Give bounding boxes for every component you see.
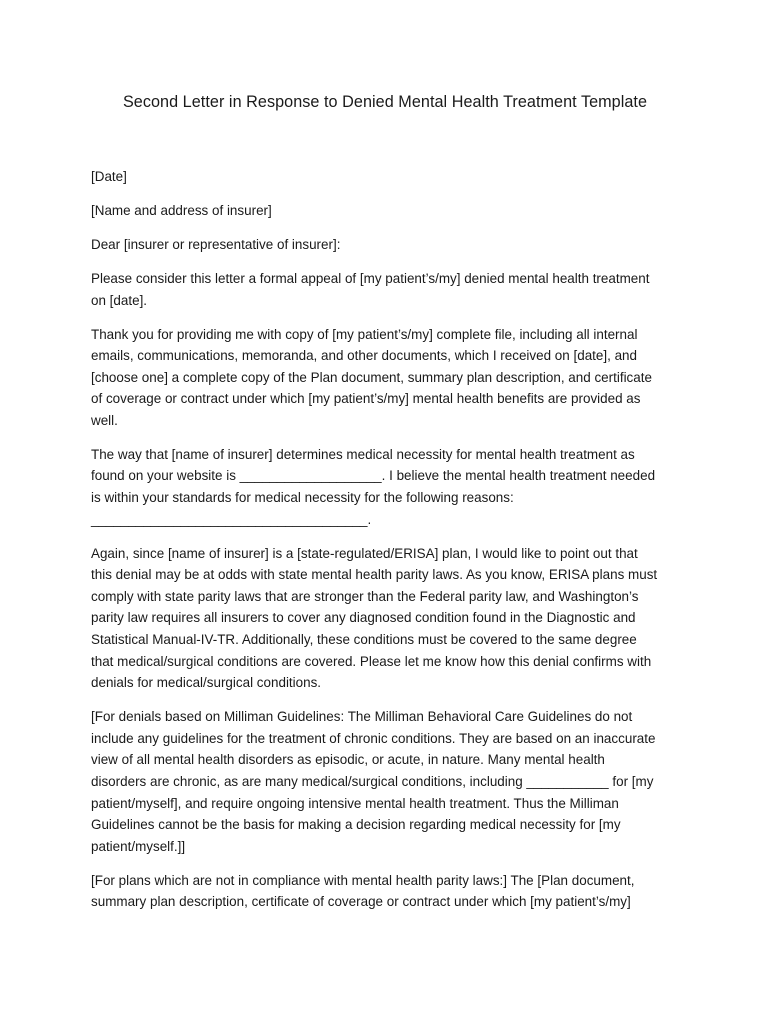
paragraph-salutation [91, 234, 691, 256]
text-line: denials for medical/surgical conditions. [91, 675, 322, 691]
text-line: [Date] [91, 169, 127, 184]
text-line: patient/myself.]] [91, 838, 186, 854]
paragraph-appeal [91, 268, 691, 311]
text-line: [Name and address of insurer] [91, 202, 272, 218]
paragraph-parity-laws [91, 543, 691, 694]
text-line: _____________________________________. [91, 511, 372, 527]
text-line: Please consider this letter a formal appeal of [my patient’s/my] denied mental health treatment [91, 270, 650, 286]
text-line: that medical/surgical conditions are covered. Please let me know how this denial confirms with [91, 653, 652, 669]
paragraph-milliman [91, 706, 691, 857]
text-line: this denial may be at odds with state mental health parity laws. As you know, ERISA plans must [91, 567, 658, 583]
text-line: is within your standards for medical necessity for the following reasons: [91, 490, 514, 506]
text-line: patient/myself], and require ongoing intensive mental health treatment. Thus the Milliman [91, 795, 619, 811]
paragraph-compliance [91, 870, 691, 913]
text-line: The way that [name of insurer] determines medical necessity for mental health treatment as [91, 446, 635, 462]
paragraph-date [91, 166, 691, 188]
text-line: Statistical Manual-IV-TR. Additionally, these conditions must be covered to the same degree [91, 632, 637, 648]
text-line: on [date]. [91, 292, 148, 308]
paragraph-thank-you [91, 324, 691, 432]
text-line: [choose one] a complete copy of the Plan document, summary plan description, and certificate [91, 369, 652, 385]
text-line: found on your website is ___________________. I believe the mental health treatment needed [91, 468, 656, 484]
text-line: view of all mental health disorders as episodic, or acute, in nature. Many mental health [91, 752, 605, 768]
text-line: of coverage or contract under which [my patient’s/my] mental health benefits are provided as [91, 391, 641, 407]
paragraph-insurer-address [91, 200, 691, 222]
text-line: Dear [insurer or representative of insurer]: [91, 236, 341, 252]
text-line: Guidelines cannot be the basis for making a decision regarding medical necessity for [my [91, 817, 621, 833]
text-line: [For plans which are not in compliance with mental health parity laws:] The [Plan document, [91, 872, 635, 888]
text-line: emails, communications, memoranda, and other documents, which I received on [date], and [91, 348, 637, 364]
text-line: well. [91, 412, 118, 428]
text-line: comply with state parity laws that are stronger than the Federal parity law, and Washington’s [91, 588, 639, 604]
text-line: parity law requires all insurers to cover any diagnosed condition found in the Diagnostic and [91, 610, 636, 626]
text-line: Again, since [name of insurer] is a [state-regulated/ERISA] plan, I would like to point out that [91, 545, 638, 561]
paragraph-medical-necessity [91, 444, 691, 530]
text-line: [For denials based on Milliman Guidelines: The Milliman Behavioral Care Guidelines do not [91, 709, 633, 725]
document-title: Second Letter in Response to Denied Mental Health Treatment Template [122, 93, 648, 111]
text-line: disorders are chronic, as are many medical/surgical conditions, including ___________ for [my [91, 773, 654, 789]
text-line: summary plan description, certificate of coverage or contract under which [my patient’s/my] [91, 894, 631, 910]
text-line: Thank you for providing me with copy of [my patient’s/my] complete file, including all internal [91, 326, 638, 342]
text-line: include any guidelines for the treatment of chronic conditions. They are based on an inaccurate [91, 730, 656, 746]
letter-body [91, 166, 691, 925]
